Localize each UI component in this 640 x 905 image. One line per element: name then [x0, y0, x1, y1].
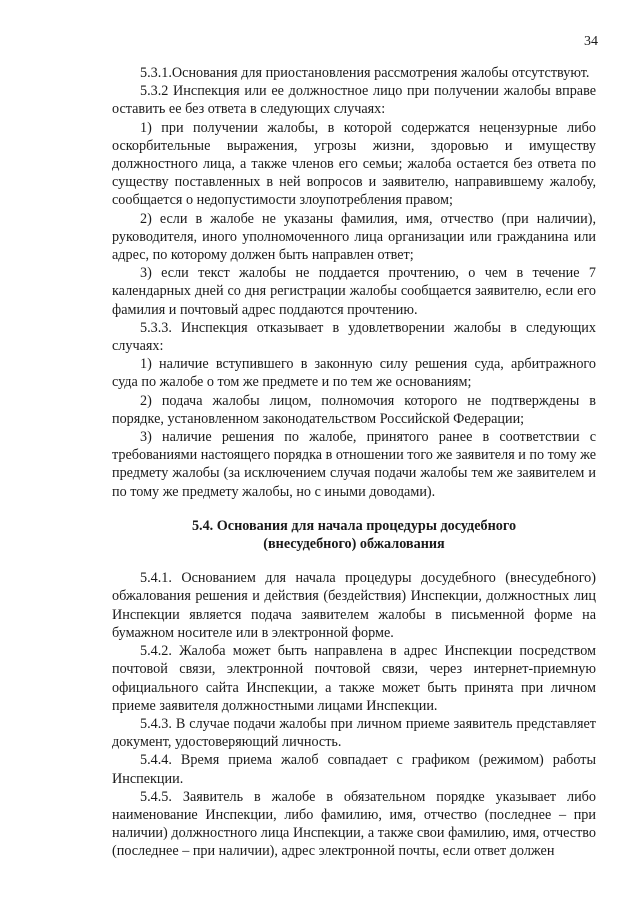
paragraph-5-4-5: 5.4.5. Заявитель в жалобе в обязательном порядке указывает либо наименование Инспекции, либо фамилию, имя, отчество (последнее – при наличии) должностного лица Инспекции, а также свои фамилию, имя, отчество (последнее – при наличии), адрес электронной почты, если ответ должен	[112, 788, 596, 860]
paragraph-5-4-1: 5.4.1. Основанием для начала процедуры досудебного (внесудебного) обжалования решения и действия (бездействия) Инспекции, должностных лиц Инспекции является подача заявителем жалобы в письменной форме на бумажном носителе или в электронной форме.	[112, 570, 596, 641]
paragraph-5-3-1: 5.3.1.Основания для приостановления рассмотрения жалобы отсутствуют.	[140, 65, 590, 81]
section-heading-line-1: 5.4. Основания для начала процедуры досудебного	[191, 517, 517, 534]
list-item-5-3-3-3: 3) наличие решения по жалобе, принятого ранее в соответствии с требованиями настоящего порядка в отношении того же заявителя и по тому же предмету жалобы (за исключением случая подачи жалобы тем же заявителем и по тому же предмету жалобы, но с иными доводами).	[112, 429, 597, 500]
paragraph-5-3-2: 5.3.2 Инспекция или ее должностное лицо при получении жалобы вправе оставить ее без ответа в следующих случаях:	[112, 83, 596, 118]
list-item-5-3-2-2: 2) если в жалобе не указаны фамилия, имя, отчество (при наличии), руководителя, иного уполномоченного лица организации или гражданина или адрес, по которому должен быть направлен ответ;	[112, 210, 596, 264]
section-heading-line-2: (внесудебного) обжалования	[263, 536, 445, 553]
section-heading-5-4	[112, 517, 596, 553]
list-item-5-3-3-1: 1) наличие вступившего в законную силу решения суда, арбитражного суда по жалобе о том же предмете и по тем же основаниям;	[112, 356, 596, 391]
list-item-5-3-3-2: 2) подача жалобы лицом, полномочия которого не подтверждены в порядке, установленном законодательством Российской Федерации;	[112, 392, 596, 427]
paragraph-5-4-3: 5.4.3. В случае подачи жалобы при личном приеме заявитель представляет документ, удостоверяющий личность.	[112, 715, 596, 751]
paragraph-5-4-2: 5.4.2. Жалоба может быть направлена в адрес Инспекции посредством почтовой связи, электронной почтовой связи, через интернет-приемную официального сайта Инспекции, а также может быть принята при личном приеме заявителя должностными лицами Инспекции.	[112, 643, 596, 714]
page-number: 34	[584, 34, 598, 49]
list-item-5-3-2-3: 3) если текст жалобы не поддается прочтению, о чем в течение 7 календарных дней со дня регистрации жалобы сообщается заявителю, если его фамилия и почтовый адрес поддаются прочтению.	[112, 265, 596, 318]
page-body	[112, 64, 596, 861]
paragraph-5-3-3: 5.3.3. Инспекция отказывает в удовлетворении жалобы в следующих случаях:	[112, 319, 596, 355]
paragraph-5-4-4: 5.4.4. Время приема жалоб совпадает с графиком (режимом) работы Инспекции.	[112, 752, 596, 787]
list-item-5-3-2-1: 1) при получении жалобы, в которой содержатся нецензурные либо оскорбительные выражения, угрозы жизни, здоровью и имуществу должностного лица, а также членов его семьи; жалоба остается без ответа по существу поставленных в ней вопросов и заявителю, направившему жалобу, сообщается о недопустимости злоупотребления правом;	[112, 119, 596, 209]
